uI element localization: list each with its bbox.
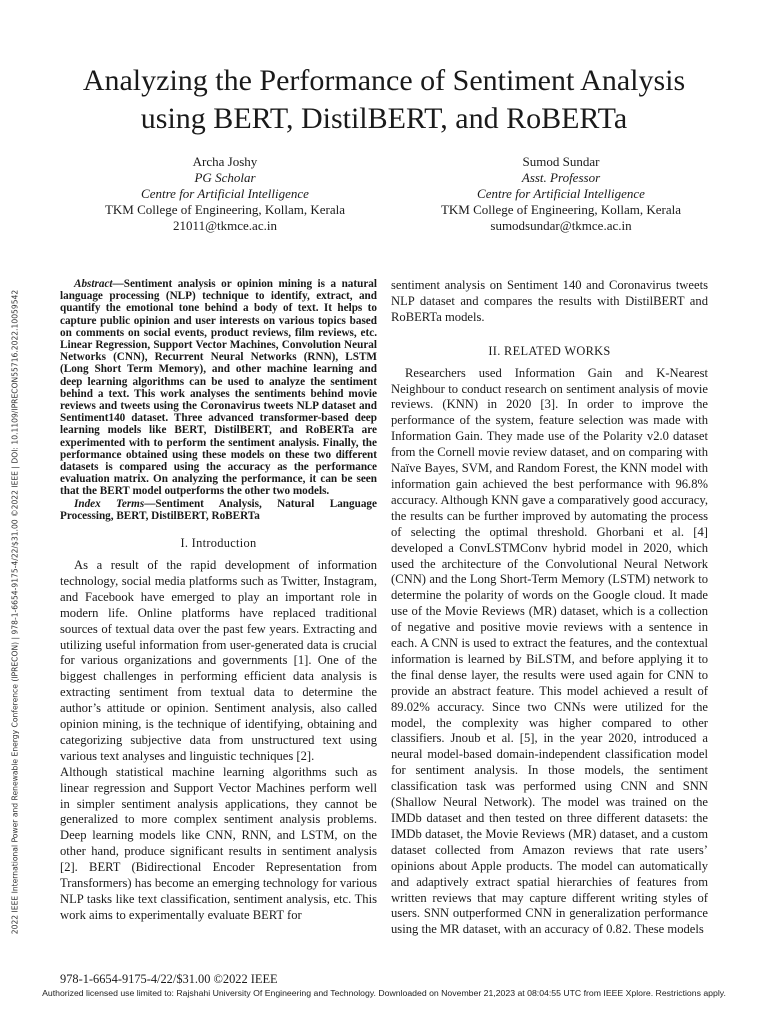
author-institution: TKM College of Engineering, Kollam, Kerala xyxy=(440,202,682,217)
abstract xyxy=(60,278,377,498)
author-role: Asst. Professor xyxy=(521,170,601,185)
index-terms xyxy=(60,498,377,522)
abstract-label: Abstract xyxy=(74,278,113,290)
index-terms-text: —Sentiment Analysis, Natural Language Processing, BERT, DistilBERT, RoBERTa xyxy=(60,497,377,522)
author-department: Centre for Artificial Intelligence xyxy=(477,186,645,201)
author-role: PG Scholar xyxy=(194,170,256,185)
doi-sidebar xyxy=(8,232,22,992)
author-name: Sumod Sundar xyxy=(522,154,600,169)
author-block-2 xyxy=(396,154,726,234)
intro-paragraph-2: Although statistical machine learning algorithms such as linear regression and Support Vector Machines perform well in simpler sentiment analysis applications, they cannot be generalized to more complex sentiment analysis problems. Deep learning models like CNN, RNN, and LSTM, on the other hand, produce significant results in sentiment analysis [2]. BERT (Bidirectional Encoder Representation from Transformers) has become an emerging technology for various NLP tasks like text classification, sentiment analysis, etc. This work aims to experimentally evaluate BERT for xyxy=(60,764,377,922)
doi-sidebar-text: 2022 IEEE International Power and Renewable Energy Conference (IPRECON) | 978-1-6654-9175-4/22/$31.00 ©2022 IEEE | DOI: 10.1109/IPRECON55716.2022.10059542 xyxy=(10,289,20,935)
paper-title: Analyzing the Performance of Sentiment Analysis using BERT, DistilBERT, and RoBERTa xyxy=(82,64,686,135)
intro-paragraph-1: As a result of the rapid development of information technology, social media platforms such as Twitter, Instagram, and Facebook have emerged to play an important role in modern life. Online platforms have replaced traditional sources of textual data over the past few years. Extracting and utilizing useful information from user-generated data is crucial for various organizations and governments [1]. One of the biggest challenges in performing efficient data analysis is extracting sentiment from textual data to determine the author’s attitude or opinion. Sentiment analysis, also called opinion mining, is the technique of identifying, obtaining and categorizing subjective data from unstructured text using various text analyses and linguistic techniques [2]. xyxy=(60,557,377,763)
section-heading-related-works: II. RELATED WORKS xyxy=(488,343,611,358)
author-email: 21011@tkmce.ac.in xyxy=(173,218,277,233)
author-institution: TKM College of Engineering, Kollam, Kerala xyxy=(104,202,346,217)
author-block-1 xyxy=(60,154,390,234)
footer-license: Authorized licensed use limited to: Rajshahi University Of Engineering and Technology. Downloaded on November 21,2023 at 08:04:55 UTC from IEEE Xplore. Restrictions apply. xyxy=(42,988,726,998)
related-works-paragraph: Researchers used Information Gain and K-Nearest Neighbour to conduct research on sentiment analysis of movie reviews. (KNN) in 2020 [3]. In order to improve the performance of the system, feature selection was made with Information Gain. They made use of the Polarity v2.0 dataset from the Cornell movie review dataset, and on comparing with Naïve Bayes, SVM, and Random Forest, the KNN model with information gain achieved the best performance with 96.8% accuracy. Although KNN gave a comparatively good accuracy, the results can be further improved by automating the process of selecting the optimal threshold. Ghorbani et al. [4] developed a ConvLSTMConv hybrid model in 2020, which used the architecture of the Convolutional Neural Network (CNN) and the Long Short-Term Memory (LSTM) network to determine the polarity of words on the Google cloud. It made use of the Movie Reviews (MR) dataset, which is a collection of negative and positive movie reviews with a sentence in each. A CNN is used to extract the features, and the contextual information is learned by BiLSTM, and before applying it to the final dense layer, the results were used again for CNN to provide an abstract feature. This model achieved a result of 89.02% accuracy. Since two CNNs were utilized for the model, the complexity was higher compared to other classifiers. Jnoub et al. [5], in the year 2020, introduced a neural model-based domain-independent classification model for sentiment analysis. In those models, the sentiment classification task was performed using CNN and SNN (Shallow Neural Network). The model was trained on the IMDb dataset and then tested on three different datasets: the IMDb dataset, the Movie Reviews (MR) dataset, and a custom dataset collected from Amazon reviews that rate users’ opinions about Apple products. The model can automatically and adaptively extract spatial hierarchies of features from written reviews that may capture different writing styles of users. SNN outperformed CNN in generalization performance using the MR dataset, with an accuracy of 0.82. These models xyxy=(391,365,708,937)
abstract-text: —Sentiment analysis or opinion mining is a natural language processing (NLP) technique to identify, extract, and quantify the emotional tone behind a body of text. It helps to capture public opinion and user interests on various topics based on comments on social events, product reviews, film reviews, etc. Linear Regression, Support Vector Machines, Convolution Neural Networks (CNN), Recurrent Neural Networks (RNN), LSTM (Long Short Term Memory), and other machine learning and deep learning algorithms can be used to analyze the sentiment behind a text. This work analyses the sentiments behind movie reviews and tweets using the Coronavirus tweets NLP dataset and Sentiment140 dataset. Three advanced transformer-based deep learning models like BERT, DistilBERT, and RoBERTa are experimented with to perform the sentiment analysis. Finally, the performance obtained using these models on these two different datasets is compared using the accuracy as the performance evaluation matrix. On analyzing the performance, it can be seen that the BERT model outperforms the other two models. xyxy=(60,278,377,498)
left-column xyxy=(60,278,377,924)
author-name: Archa Joshy xyxy=(192,154,258,169)
intro-continuation: sentiment analysis on Sentiment 140 and Coronavirus tweets NLP dataset and compares the results with DistilBERT and RoBERTa models. xyxy=(391,278,708,324)
section-heading-introduction: I. Introduction xyxy=(180,536,257,551)
author-email: sumodsundar@tkmce.ac.in xyxy=(490,218,632,233)
index-terms-label: Index Terms xyxy=(74,497,145,510)
author-department: Centre for Artificial Intelligence xyxy=(141,186,309,201)
footer-isbn: 978-1-6654-9175-4/22/$31.00 ©2022 IEEE xyxy=(60,972,278,986)
right-column xyxy=(391,278,708,938)
